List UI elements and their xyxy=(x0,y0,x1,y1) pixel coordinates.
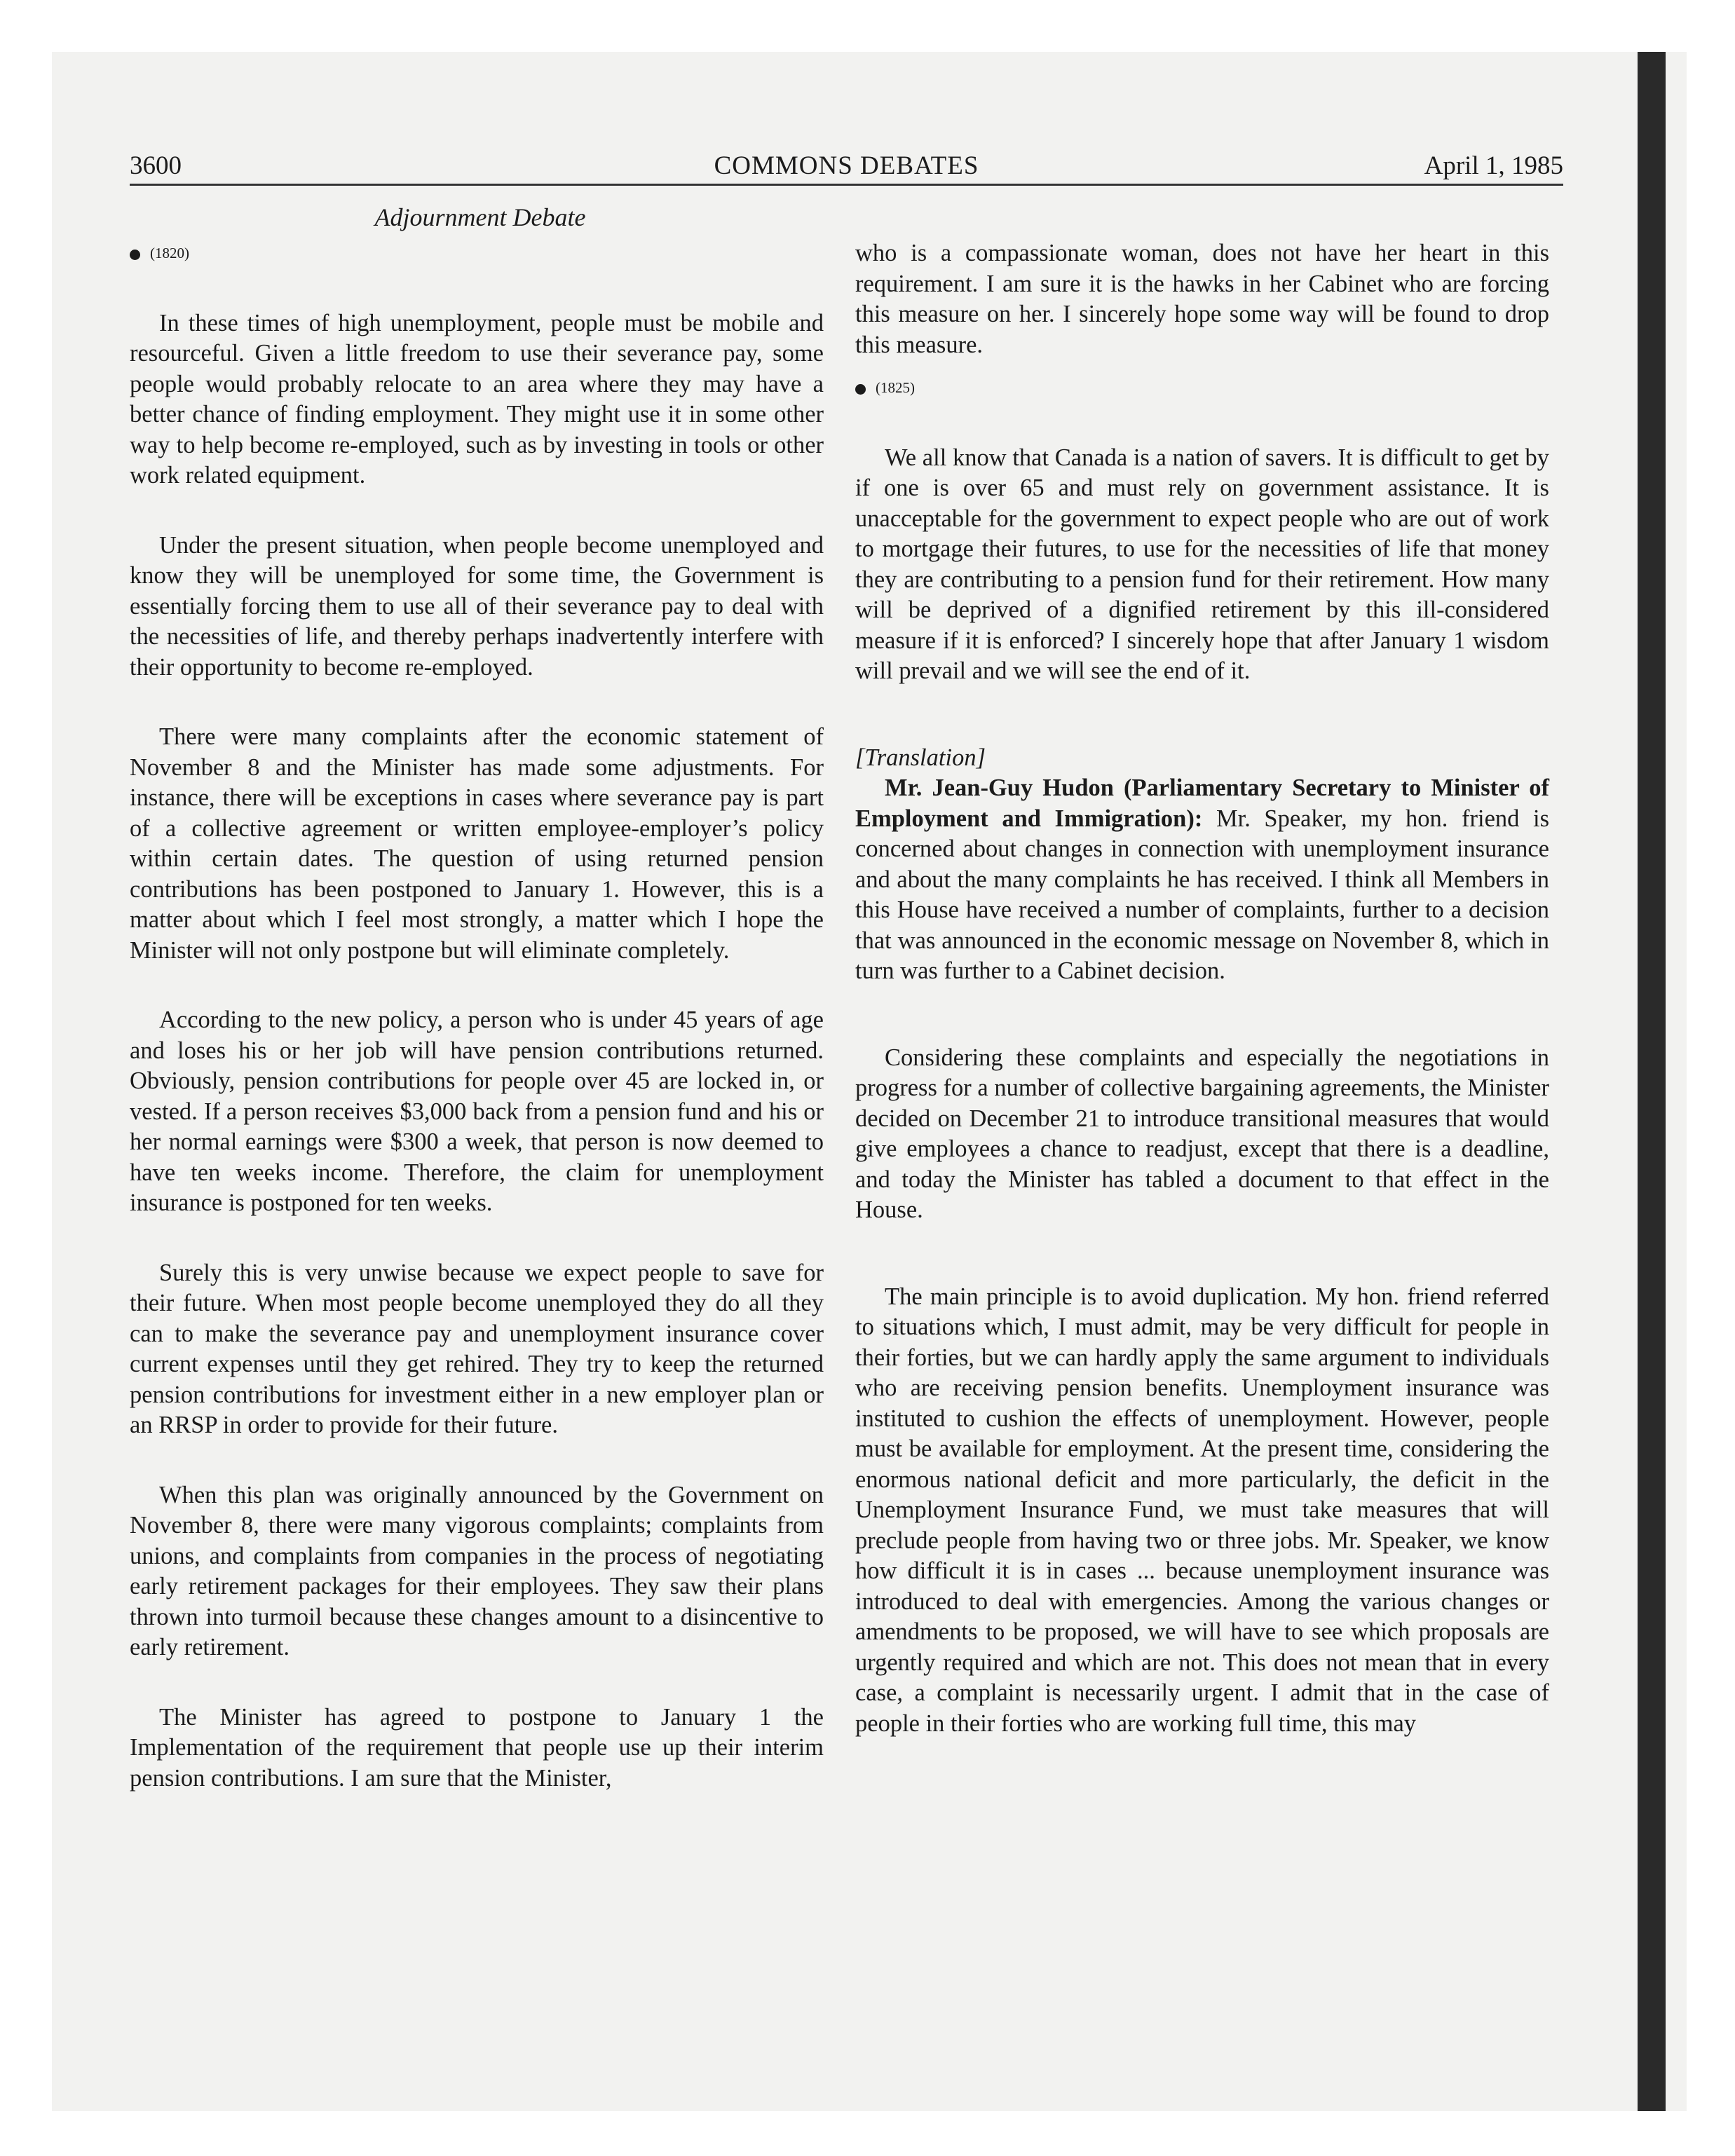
bullet-icon xyxy=(855,384,866,395)
paragraph: Under the present situation, when people become unemployed and know they will be unemployed for some time, the Government is essentially forcing them to use all of their severance pay to deal with the necessities of life, and thereby perhaps inadvertently interfere with their opportunity to become re-employed. xyxy=(130,531,824,681)
page-number: 3600 xyxy=(130,151,182,180)
translation-label: [Translation] xyxy=(855,744,986,771)
paragraph: Considering these complaints and especially the negotiations in progress for a number of collective bargaining agreements, the Minister decided on December 21 to introduce transitional measures that would give employees a chance to readjust, except that there is a deadline, and today the Minister has tabled a document to that effect in the House. xyxy=(855,1044,1549,1223)
bullet-icon xyxy=(130,250,140,260)
left-column xyxy=(130,238,824,1794)
time-marker-label: (1820) xyxy=(150,245,189,261)
publication-date: April 1, 1985 xyxy=(1424,151,1563,180)
page-header xyxy=(130,149,1563,184)
speaker-name: Mr. Jean-Guy Hudon (Parliamentary Secretary to Minister of Employment and Immigration): xyxy=(855,775,1549,832)
publication-title: COMMONS DEBATES xyxy=(714,151,979,180)
paragraph: The main principle is to avoid duplication. My hon. friend referred to situations which, I must admit, may be very difficult for people in their forties, but we can hardly apply the same argument to individuals who are receiving pension benefits. Unemployment insurance was instituted to cushion the effects of unemployment. However, people must be available for employment. At the present time, considering the enormous national deficit and more particularly, the deficit in the Unemployment Insurance Fund, we must take measures that will preclude people from having two or three jobs. Mr. Speaker, we know how difficult it is in cases ... because unemployment insurance was introduced to deal with emergencies. Among the various changes or amendments to be proposed, we will have to see which proposals are urgently required and which are not. This does not mean that in every case, a complaint is necessarily urgent. I admit that in the case of people in their forties who are working full time, this may xyxy=(855,1283,1549,1737)
paragraph: According to the new policy, a person who is under 45 years of age and loses his or her job will have pension contributions returned. Obviously, pension contributions for people over 45 are locked in, or vested. If a person receives $3,000 back from a pension fund and his or her normal earnings were $300 a week, that person is now deemed to have ten weeks income. Therefore, the claim for unemployment insurance is postponed for ten weeks. xyxy=(130,1007,824,1216)
paragraph: We all know that Canada is a nation of savers. It is difficult to get by if one is over 65 and must rely on government assistance. It is unacceptable for the government to expect people who are out of work to mortgage their futures, to use for the necessities of life that money they are contributing to a pension fund for their retirement. How many will be deprived of a dignified retirement by this ill-considered measure if it is enforced? I sincerely hope that after January 1 wisdom will prevail and we will see the end of it. xyxy=(855,444,1549,684)
header-rule xyxy=(130,184,1563,186)
paragraph: There were many complaints after the economic statement of November 8 and the Minister has made some adjustments. For instance, there will be exceptions in cases where severance pay is part of a collective agreement or written employee-employer’s policy within certain dates. The question of using returned pension contributions has been postponed to January 1. However, this is a matter about which I feel most strongly, a matter which I hope the Minister will not only postpone but will eliminate completely. xyxy=(130,723,824,964)
paragraph: In these times of high unemployment, people must be mobile and resourceful. Given a little freedom to use their severance pay, some people would probably relocate to an area where they may have a better chance of finding employment. They might use it in some other way to help become re-employed, such as by investing in tools or other work related equipment. xyxy=(130,309,824,489)
speech-paragraph xyxy=(855,773,1549,987)
paragraph: When this plan was originally announced by the Government on November 8, there were many vigorous complaints; complaints from unions, and complaints from companies in the process of negotiating early retirement packages for their employees. They saw their plans thrown into turmoil because these changes amount to a disincentive to early retirement. xyxy=(130,1481,824,1660)
section-title: Adjournment Debate xyxy=(374,203,586,231)
time-marker-label: (1825) xyxy=(876,379,915,396)
paragraph: The Minister has agreed to postpone to January 1 the Implementation of the requirement that people use up their interim pension contributions. I am sure that the Minister, xyxy=(130,1703,824,1792)
scan-edge-bar xyxy=(1638,52,1666,2111)
time-marker xyxy=(855,373,1549,404)
speech-text: Mr. Speaker, my hon. friend is concerned about changes in connection with unemployment insurance and about the many complaints he has received. I think all Members in this House have received a number of complaints, further to a decision that was announced in the economic message on November 8, which in turn was further to a Cabinet decision. xyxy=(855,805,1550,984)
paragraph: who is a compassionate woman, does not have her heart in this requirement. I am sure it is the hawks in her Cabinet who are forcing this measure on her. I sincerely hope some way will be found to drop this measure. xyxy=(855,240,1549,358)
right-column xyxy=(855,238,1549,1739)
time-marker xyxy=(130,238,824,269)
paragraph: Surely this is very unwise because we expect people to save for their future. When most people become unemployed they do all they can to make the severance pay and unemployment insurance cover current expenses until they get rehired. They try to keep the returned pension contributions for investment either in a new employer plan or an RRSP in order to provide for their future. xyxy=(130,1259,824,1438)
